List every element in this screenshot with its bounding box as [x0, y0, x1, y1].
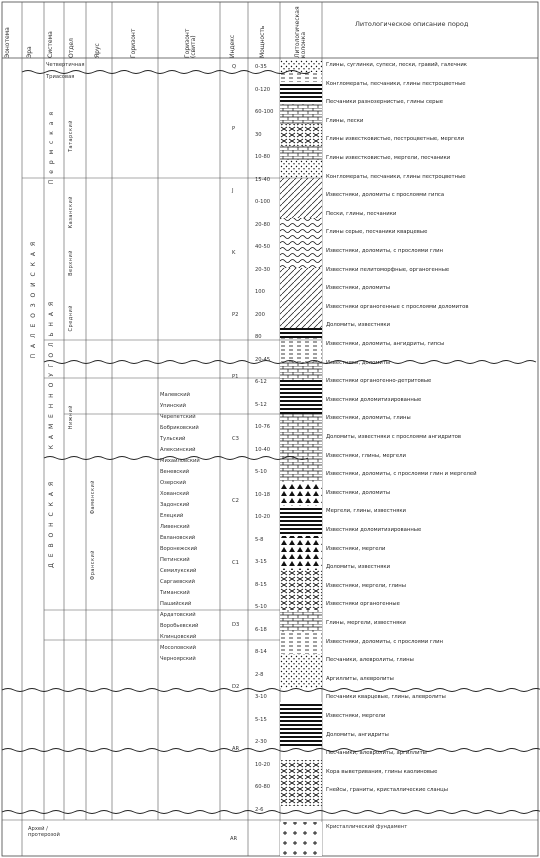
thickness-value: 60-100: [255, 109, 274, 115]
description-row: Глины, мергели, известняки: [326, 620, 406, 626]
description-row: Песчаники кварцевые, глины, алевролиты: [326, 694, 446, 701]
label-lower: Нижний: [68, 405, 74, 430]
horizon-label: Мосоловский: [160, 645, 196, 651]
horizon-label: Упинский: [160, 403, 187, 409]
description-row: Глины известковистые, пестроцветные, мергели: [326, 136, 464, 143]
horizon-label: Тиманский: [160, 590, 190, 596]
thickness-value: 30: [255, 131, 262, 138]
thickness-value: 0-35: [255, 64, 267, 70]
description-row: Известняки, доломиты, глины: [326, 415, 411, 422]
description-row: Глины серые, песчаники кварцевые: [326, 229, 428, 236]
index-label: C2: [232, 498, 239, 504]
description-row: Песчаники, алевролиты, аргиллиты: [326, 750, 427, 757]
description-row: Аргиллиты, алевролиты: [326, 675, 394, 682]
label-triassic: Триасовая: [46, 74, 75, 80]
label-upper: Верхний: [68, 250, 74, 276]
horizon-label: Алексинский: [160, 447, 196, 453]
description-row: Доломиты, ангидриты: [326, 731, 389, 738]
description-row: Конгломераты, песчаники, глины пестроцветные: [326, 80, 466, 87]
thickness-value: 5-12: [255, 401, 267, 408]
header-lithology: Литологическая колонка: [294, 6, 307, 58]
header-description: Литологическое описание пород: [355, 20, 469, 28]
horizon-label: Елецкий: [160, 513, 184, 519]
description-row: Глины, суглинки, супеси, пески, гравий, галечник: [326, 62, 468, 68]
description-row: Известняки доломитизированные: [326, 396, 422, 403]
label-fran: Франский: [90, 550, 96, 581]
index-label: P1: [232, 374, 239, 380]
horizon-label: Черноярский: [160, 656, 196, 662]
description-row: Доломиты, известняки с прослоями ангидритов: [326, 434, 462, 440]
description-row: Доломиты, известняки: [326, 322, 391, 329]
thickness-value: 5-15: [255, 716, 267, 723]
thickness-value: 2-8: [255, 671, 264, 678]
label-fam: Фаменский: [90, 480, 96, 515]
index-label: D2: [232, 684, 240, 690]
horizon-label: Тульский: [160, 436, 186, 442]
thickness-value: 8-15: [255, 581, 267, 588]
label-kazan: Казанский: [68, 196, 74, 229]
lithology-layers: [280, 60, 322, 856]
description-row: Известняки, доломиты с прослоями гипса: [326, 192, 445, 199]
thickness-value: 6-12: [255, 379, 267, 385]
description-row: Известняки, доломиты, с прослоями глин и мергелей: [326, 471, 477, 478]
description-row: Известняки, мергели, глины: [326, 582, 406, 589]
horizon-label: Петинский: [160, 557, 190, 563]
description-row: Известняки, доломиты, с прослоями глин: [326, 638, 444, 645]
label-middle: Средний: [68, 305, 74, 332]
horizon-label: Михайловский: [160, 458, 200, 464]
label-quaternary: Четвертичная: [46, 62, 85, 68]
thickness-value: 10-20: [255, 761, 271, 768]
thickness-value: 5-10: [255, 604, 267, 610]
description-row: Известняки, доломиты: [326, 359, 391, 366]
label-basement-age: Архей / протерозой: [28, 826, 60, 838]
description-row: Кора выветривания, глины каолиновые: [326, 768, 438, 775]
index-label: P2: [232, 312, 239, 318]
header-series: Отдел: [68, 38, 75, 58]
description-row: Известняки пелитоморфные, органогенные: [326, 266, 450, 273]
thickness-value: 200: [255, 311, 265, 318]
description-row: Известняки доломитизированные: [326, 527, 422, 533]
thickness-value: 20-80: [255, 221, 271, 228]
horizon-label: Черепетский: [160, 414, 196, 420]
index-label: C3: [232, 436, 239, 442]
thickness-value: 60-80: [255, 784, 271, 790]
description-row: Известняки, мергели: [326, 545, 386, 552]
horizon-label: Бобриковский: [160, 425, 199, 431]
description-row: Известняки, мергели: [326, 713, 386, 719]
horizon-label: Евлановский: [160, 535, 196, 541]
header-horizon: Горизонт: [130, 28, 137, 58]
horizon-label: Клинцовский: [160, 634, 197, 640]
header-suite: Горизонт (свита): [184, 28, 197, 58]
horizon-label: Задонский: [160, 502, 190, 508]
header-system: Система: [47, 31, 54, 58]
thickness-value: 10-80: [255, 154, 271, 160]
description-row: Известняки органогенные с прослоями доломитов: [326, 303, 469, 310]
horizon-label: Пашийский: [160, 601, 192, 607]
system-permian: П е р м с к а я: [48, 110, 55, 185]
description-row: Известняки, доломиты, ангидриты, гипсы: [326, 341, 445, 347]
description-row: Пески, глины, песчаники: [326, 210, 397, 217]
description-row: Глины, пески: [326, 117, 364, 124]
description-row: Конгломераты, песчаники, глины пестроцветные: [326, 173, 466, 180]
description-row: Известняки, доломиты, с прослоями глин: [326, 248, 444, 254]
index-label: AR: [232, 746, 240, 752]
thickness-value: 5-8: [255, 536, 264, 543]
horizon-label: Ливенский: [160, 524, 190, 530]
thickness-value: 10-20: [255, 514, 271, 520]
description-row: Мергели, глины, известняки: [326, 508, 406, 515]
header-thickness: Мощность: [259, 25, 266, 58]
thickness-value: 20-45: [255, 356, 271, 363]
description-row: Гнейсы, граниты, кристаллические сланцы: [326, 787, 448, 794]
thickness-value: 8-14: [255, 649, 267, 655]
index-label: J: [232, 188, 234, 194]
index-label: K: [232, 250, 236, 256]
description-row: Известняки, доломиты: [326, 489, 391, 496]
description-row: Известняки, доломиты: [326, 285, 391, 292]
thickness-value: 3-15: [255, 559, 267, 565]
header-stage: Ярус: [94, 43, 101, 58]
basement-index: AR: [230, 836, 238, 842]
header-index: Индекс: [229, 34, 236, 58]
era-paleozoic: П А Л Е О З О Й С К А Я: [30, 240, 37, 359]
horizon-label: Семилукский: [160, 568, 197, 574]
thickness-value: 10-18: [255, 491, 271, 498]
horizon-label: Ардатовский: [160, 612, 196, 618]
description-row: Глины известковистые, мергели, песчаники: [326, 155, 451, 161]
index-label: P: [232, 126, 236, 132]
horizon-label: Воробьевский: [160, 623, 199, 629]
description-row: Песчаники, алевролиты, глины: [326, 657, 414, 664]
thickness-value: 2-30: [255, 739, 267, 745]
thickness-value: 10-76: [255, 424, 271, 430]
thickness-value: 15-40: [255, 176, 271, 183]
header-eonothem: Эонотема: [4, 27, 11, 58]
description-row: Известняки органогенные: [326, 601, 400, 608]
index-label: C1: [232, 560, 239, 566]
basement-name: Кристаллический фундамент: [326, 824, 408, 830]
horizon-label: Малевский: [160, 392, 190, 398]
description-row: Песчаники разнозернистые, глины серые: [326, 99, 443, 106]
header-era: Эра: [26, 46, 33, 58]
index-label: D3: [232, 622, 240, 628]
horizon-label: Саргаевский: [160, 579, 195, 585]
thickness-value: 6-18: [255, 626, 267, 633]
thickness-value: 40-50: [255, 244, 271, 250]
thickness-value: 2-6: [255, 806, 264, 813]
label-tatar: Татарский: [68, 120, 74, 153]
index-label: Q: [232, 64, 237, 70]
horizon-label: Воронежский: [160, 546, 198, 552]
description-row: Доломиты, известняки: [326, 564, 391, 571]
thickness-value: 10-40: [255, 446, 271, 453]
system-carboniferous: К А М Е Н Н О У Г О Л Ь Н А Я: [48, 300, 55, 450]
thickness-value: 3-10: [255, 694, 267, 700]
thickness-value: 20-30: [255, 266, 271, 273]
horizon-label: Веневский: [160, 469, 190, 475]
thickness-value: 0-120: [255, 86, 271, 93]
description-row: Известняки, глины, мергели: [326, 452, 406, 459]
thickness-value: 80: [255, 334, 262, 340]
thickness-value: 100: [255, 289, 265, 295]
horizon-label: Хованский: [160, 491, 190, 497]
system-devonian: Д Е В О Н С К А Я: [48, 480, 55, 568]
thickness-value: 5-10: [255, 469, 267, 475]
thickness-value: 0-100: [255, 199, 271, 205]
horizon-label: Озерский: [160, 480, 187, 486]
description-row: Известняки органогенно-детритовые: [326, 378, 432, 385]
